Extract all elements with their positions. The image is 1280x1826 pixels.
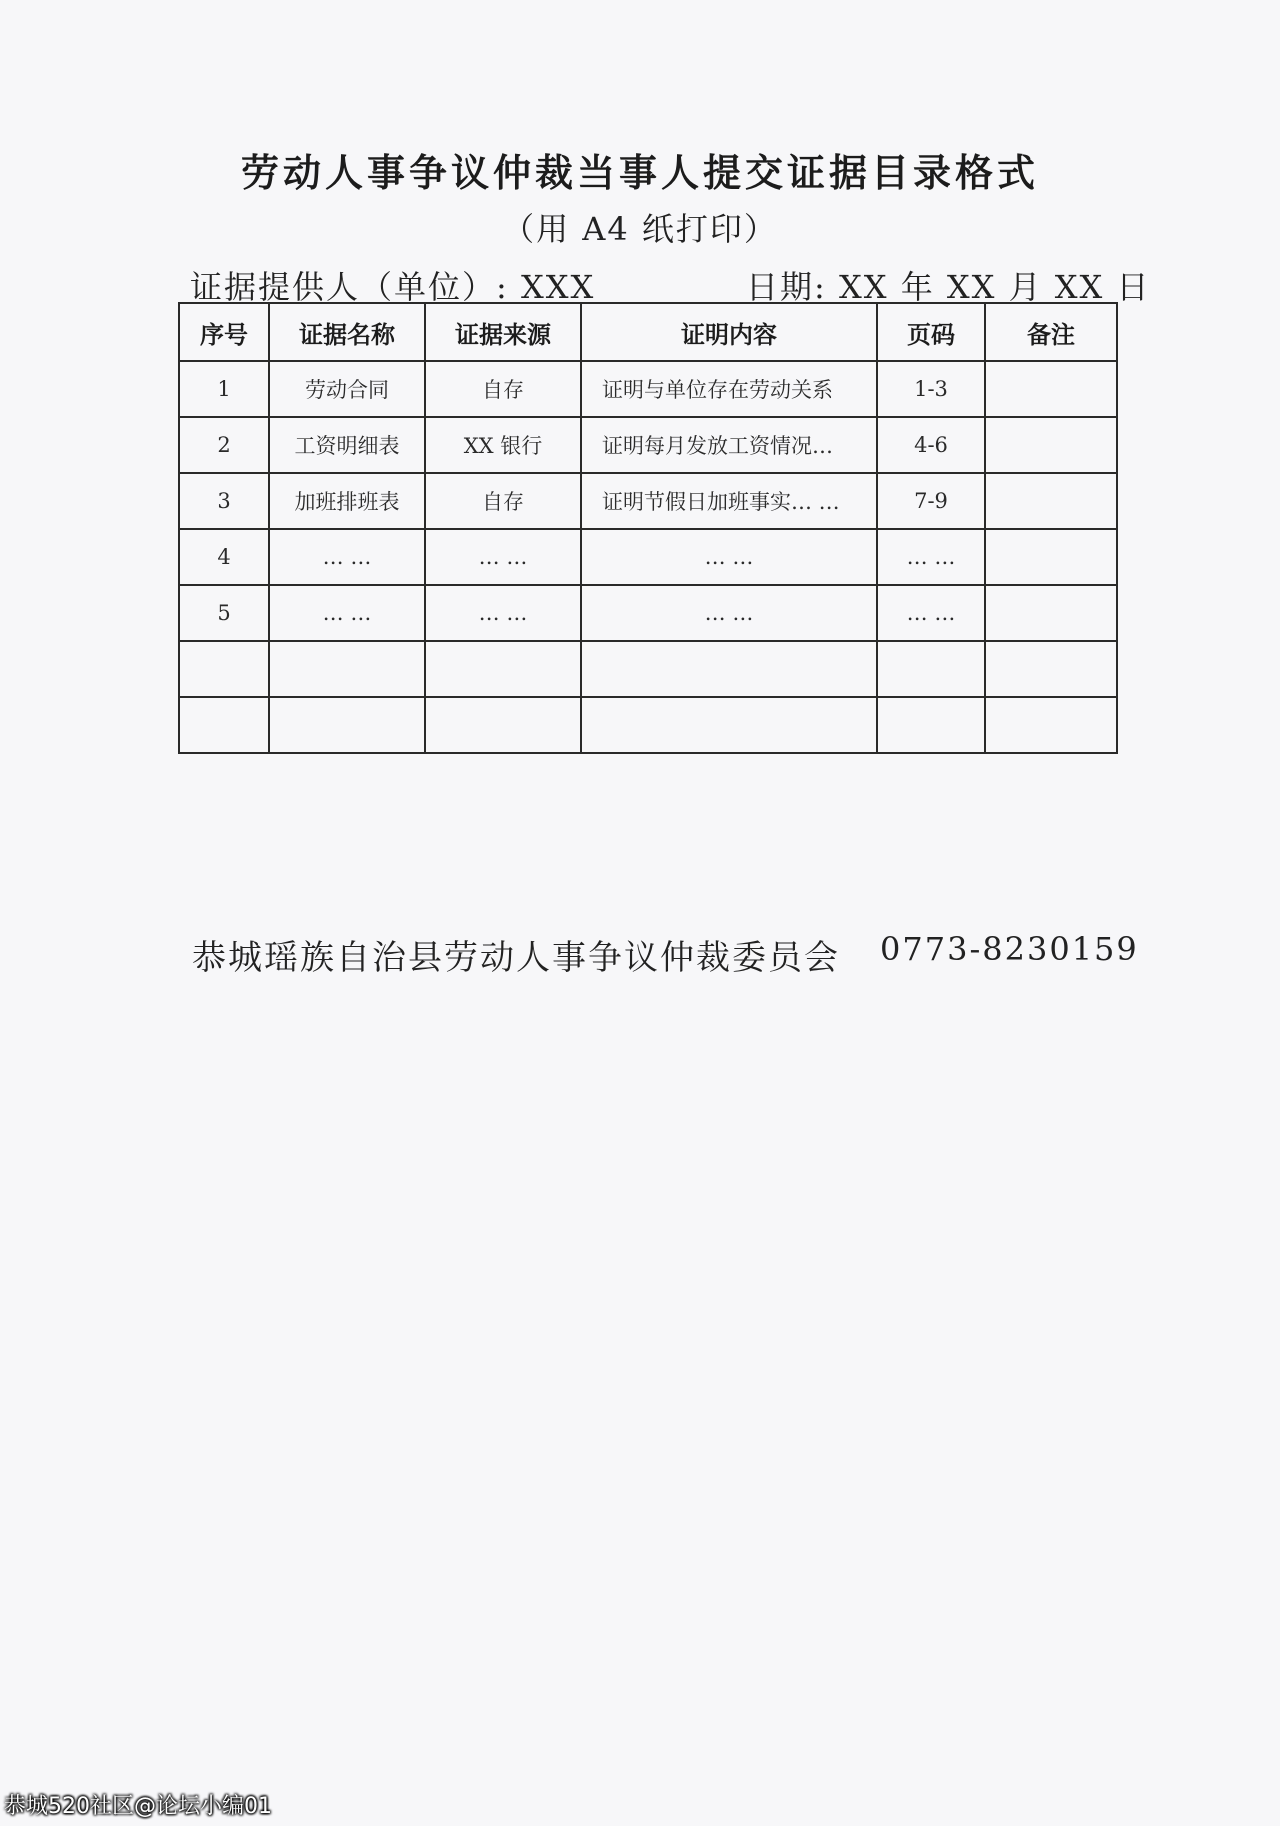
cell-evidence-name: 加班排班表 [269,473,425,529]
cell-page-number: … … [877,529,985,585]
table-header-row [179,303,1117,361]
cell-index: 4 [179,529,269,585]
table-row [179,697,1117,753]
header-remarks: 备注 [985,303,1117,361]
cell-proof-content: … … [581,529,877,585]
cell-evidence-source [425,697,581,753]
cell-evidence-name: … … [269,529,425,585]
cell-evidence-source: 自存 [425,361,581,417]
cell-page-number: … … [877,585,985,641]
arbitration-committee-name: 恭城瑶族自治县劳动人事争议仲裁委员会 [192,938,840,978]
header-evidence-name: 证据名称 [269,303,425,361]
table-row [179,473,1117,529]
header-index: 序号 [179,303,269,361]
cell-index: 5 [179,585,269,641]
table-row [179,529,1117,585]
date-line: 日期: XX 年 XX 月 XX 日 [746,268,1151,306]
cell-proof-content: 证明与单位存在劳动关系 [581,361,877,417]
header-page-number: 页码 [877,303,985,361]
table-row [179,417,1117,473]
cell-proof-content: 证明每月发放工资情况… [581,417,877,473]
cell-evidence-source: … … [425,529,581,585]
cell-proof-content [581,697,877,753]
cell-remarks [985,641,1117,697]
cell-evidence-source [425,641,581,697]
cell-evidence-source: XX 银行 [425,417,581,473]
cell-evidence-name [269,697,425,753]
cell-index: 2 [179,417,269,473]
table-row [179,585,1117,641]
cell-index [179,641,269,697]
cell-remarks [985,697,1117,753]
header-proof-content: 证明内容 [581,303,877,361]
cell-page-number: 7-9 [877,473,985,529]
cell-evidence-name: 工资明细表 [269,417,425,473]
contact-phone: 0773-8230159 [880,930,1139,968]
cell-index [179,697,269,753]
cell-remarks [985,361,1117,417]
header-evidence-source: 证据来源 [425,303,581,361]
cell-index: 3 [179,473,269,529]
cell-remarks [985,529,1117,585]
cell-page-number [877,697,985,753]
cell-page-number [877,641,985,697]
cell-evidence-name [269,641,425,697]
evidence-provider-line: 证据提供人（单位）: XXX [190,268,596,306]
cell-index: 1 [179,361,269,417]
cell-remarks [985,473,1117,529]
cell-proof-content: 证明节假日加班事实… … [581,473,877,529]
document-subtitle: （用 A4 纸打印） [502,210,778,248]
cell-proof-content: … … [581,585,877,641]
cell-evidence-name: … … [269,585,425,641]
cell-page-number: 1-3 [877,361,985,417]
cell-page-number: 4-6 [877,417,985,473]
forum-watermark: 恭城520社区@论坛小编01 [4,1794,272,1819]
table-row [179,641,1117,697]
cell-remarks [985,585,1117,641]
table-row [179,361,1117,417]
evidence-table [178,302,1118,754]
cell-proof-content [581,641,877,697]
cell-evidence-source: 自存 [425,473,581,529]
document-title: 劳动人事争议仲裁当事人提交证据目录格式 [240,150,1039,195]
cell-remarks [985,417,1117,473]
cell-evidence-source: … … [425,585,581,641]
cell-evidence-name: 劳动合同 [269,361,425,417]
